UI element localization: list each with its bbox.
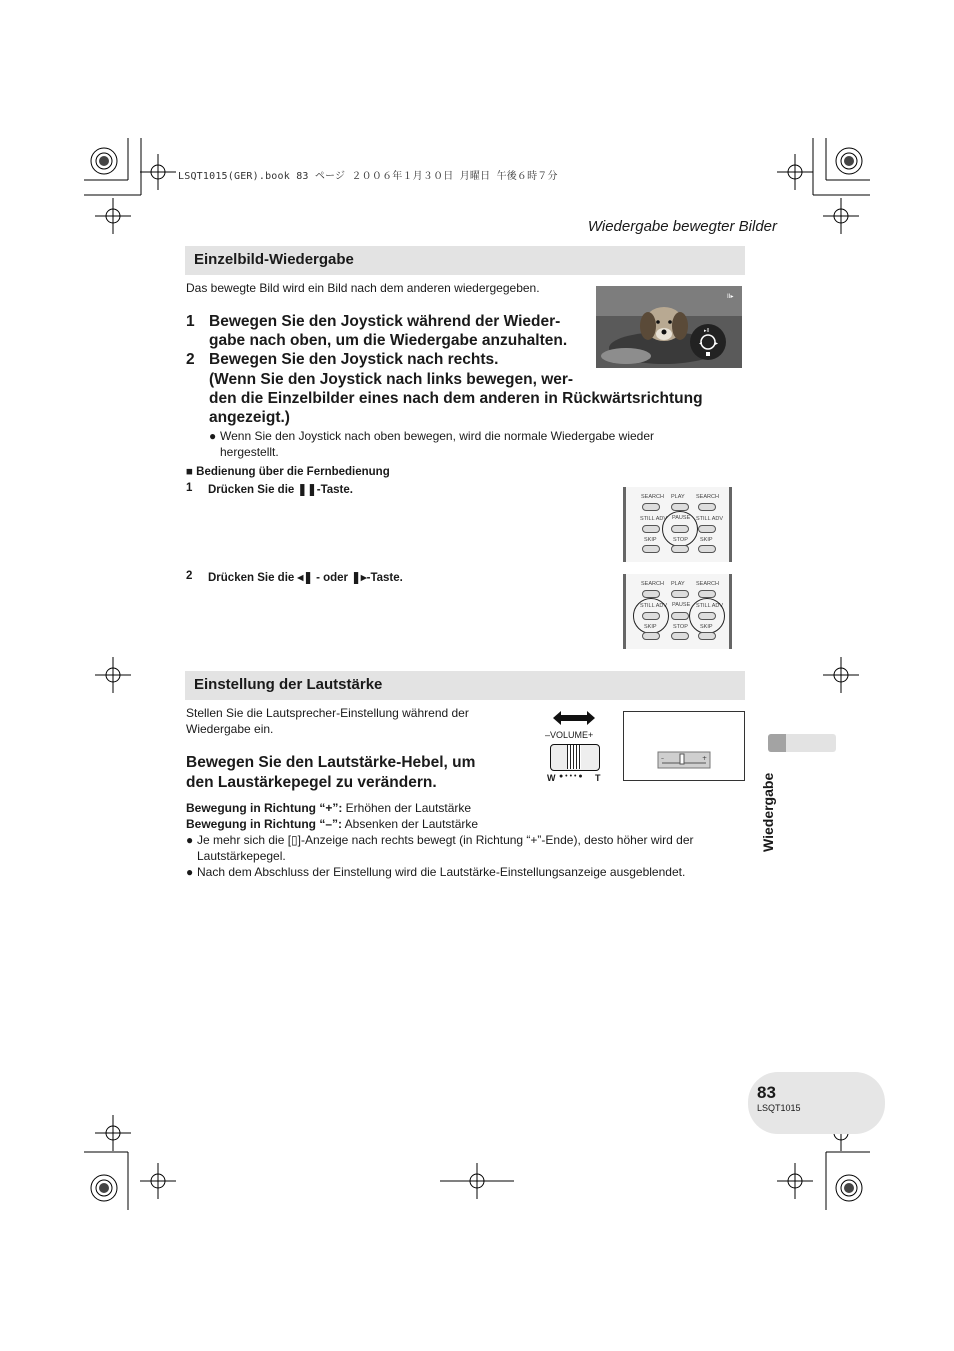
section-intro: Das bewegte Bild wird ein Bild nach dem anderen wiedergegeben. [186, 281, 540, 295]
side-chapter-label: Wiedergabe [760, 772, 776, 852]
volume-minus-line [186, 816, 478, 832]
remote-label: PAUSE [672, 515, 691, 521]
remote-label: SKIP [644, 537, 657, 543]
section-title-bar [185, 246, 745, 275]
volume-label-row [545, 730, 593, 740]
svg-text:II▸: II▸ [727, 293, 734, 300]
volume-minus: – [545, 730, 551, 740]
bullet-text: Je mehr sich die [▯]-Anzeige nach rechts bewegt (in Richtung “+”-Ende), desto höher wird der Lautstärkepegel. [197, 833, 694, 863]
still-adv-forward-button-icon [698, 525, 716, 533]
minus-label: Bewegung in Richtung “–”: [186, 817, 342, 831]
remote-label: SKIP [700, 624, 713, 630]
volume-plus-line [186, 800, 471, 816]
zoom-dots: ● • • • ● [559, 773, 583, 780]
volume-lever-icon [550, 744, 600, 771]
remote-label: STILL ADV [640, 516, 668, 522]
plus-label: Bewegung in Richtung “+”: [186, 801, 343, 815]
pause-button-icon [671, 612, 689, 620]
volume-step-line-1: Bewegen Sie den Lautstärke-Hebel, um [186, 754, 476, 771]
page-number: 83 [757, 1083, 776, 1102]
remote-illustration-still-adv [623, 574, 732, 649]
volume-lever-illustration [545, 708, 607, 788]
stop-button-icon [671, 632, 689, 640]
note-text: Wenn Sie den Joystick nach oben bewegen, wird die normale Wiedergabe wieder hergestellt. [220, 429, 655, 459]
skip-forward-button-icon [698, 632, 716, 640]
volume-plus: + [588, 730, 594, 740]
bullet-text: Nach dem Abschluss der Einstellung wird die Lautstärke-Einstellungsanzeige ausgeblendet. [197, 865, 686, 879]
play-button-icon [671, 503, 689, 511]
skip-back-button-icon [642, 545, 660, 553]
skip-back-button-icon [642, 632, 660, 640]
bullet-icon: ● [209, 429, 217, 443]
svg-text:▸II: ▸II [704, 328, 710, 334]
section-title-bar [185, 671, 745, 700]
volume-step-line-2: den Laustärkepegel zu verändern. [186, 774, 437, 791]
search-back-button-icon [642, 590, 660, 598]
still-adv-back-button-icon [642, 525, 660, 533]
side-tab-marker [768, 734, 786, 752]
search-forward-button-icon [698, 590, 716, 598]
remote-step-1: Drücken Sie die ❚❚-Taste. [208, 484, 353, 496]
remote-label: PAUSE [672, 602, 691, 608]
remote-label: STILL ADV [696, 603, 724, 609]
svg-text:–: – [661, 755, 664, 762]
remote-label: STOP [673, 537, 688, 543]
skip-forward-button-icon [698, 545, 716, 553]
minus-text: Absenken der Lautstärke [342, 817, 479, 831]
step-text: Bewegen Sie den Joystick während der Wieder- [209, 313, 561, 330]
step-text: den die Einzelbilder eines nach dem anderen in Rückwärtsrichtung [209, 390, 703, 407]
remote-label: STILL ADV [640, 603, 668, 609]
remote-label: PLAY [671, 494, 685, 500]
section-title: Einstellung der Lautstärke [194, 676, 383, 693]
remote-label: SEARCH [641, 494, 664, 500]
remote-step-1-number: 1 [186, 482, 193, 494]
remote-label: PLAY [671, 581, 685, 587]
step-text: Bewegen Sie den Joystick nach rechts. [209, 351, 499, 368]
bullet-icon: ● [186, 833, 194, 847]
step-2-line-3 [186, 389, 746, 409]
side-chapter-tab [768, 734, 836, 752]
remote-label: SEARCH [641, 581, 664, 587]
page-code: LSQT1015 [757, 1103, 801, 1113]
svg-text:▸: ▸ [715, 340, 719, 347]
step-number: 1 [186, 313, 195, 330]
remote-label: STILL ADV [696, 516, 724, 522]
volume-bullet-2 [186, 864, 746, 880]
section-title: Einzelbild-Wiedergabe [194, 251, 354, 268]
remote-label: SEARCH [696, 494, 719, 500]
step-text: gabe nach oben, um die Wiedergabe anzuhalten. [209, 332, 568, 349]
remote-illustration-pause [623, 487, 732, 562]
volume-bar-icon [624, 712, 744, 780]
zoom-w-label: W [547, 773, 556, 783]
bullet-icon: ● [186, 865, 194, 879]
remote-label: STOP [673, 624, 688, 630]
remote-heading: ■ Bedienung über die Fernbedienung [186, 466, 390, 478]
step-text: angezeigt.) [209, 409, 290, 426]
volume-bullet-1 [186, 832, 726, 864]
step-2-line-2 [186, 370, 746, 390]
lever-grip [567, 745, 581, 769]
step-2-line-4 [186, 408, 746, 428]
volume-display-screen [623, 711, 745, 781]
remote-step-2-number: 2 [186, 570, 193, 582]
remote-step-2: Drücken Sie die ◂❚ - oder ❚▸-Taste. [208, 572, 403, 584]
remote-label: SEARCH [696, 581, 719, 587]
step-1-line-1 [186, 312, 746, 332]
section-intro-line-2: Wiedergabe ein. [186, 722, 274, 736]
note-bullet [209, 428, 709, 460]
remote-label: SKIP [700, 537, 713, 543]
volume-label: VOLUME [550, 730, 589, 740]
search-forward-button-icon [698, 503, 716, 511]
double-arrow-icon [545, 708, 607, 728]
file-info-line: LSQT1015(GER).book 83 ページ ２００６年１月３０日 月曜日 午後６時７分 [178, 171, 558, 182]
svg-text:◂: ◂ [699, 340, 703, 347]
step-text: (Wenn Sie den Joystick nach links bewegen, wer- [209, 371, 574, 388]
remote-label: SKIP [644, 624, 657, 630]
step-1-line-2 [186, 331, 746, 351]
play-button-icon [671, 590, 689, 598]
zoom-t-label: T [595, 773, 601, 783]
svg-text:+: + [702, 755, 708, 762]
plus-text: Erhöhen der Lautstärke [342, 801, 472, 815]
step-number: 2 [186, 351, 195, 368]
step-2-line-1 [186, 350, 746, 370]
stop-button-icon [671, 545, 689, 553]
chapter-heading: Wiedergabe bewegter Bilder [587, 218, 777, 235]
section-intro-line-1: Stellen Sie die Lautsprecher-Einstellung während der [186, 706, 469, 720]
search-back-button-icon [642, 503, 660, 511]
